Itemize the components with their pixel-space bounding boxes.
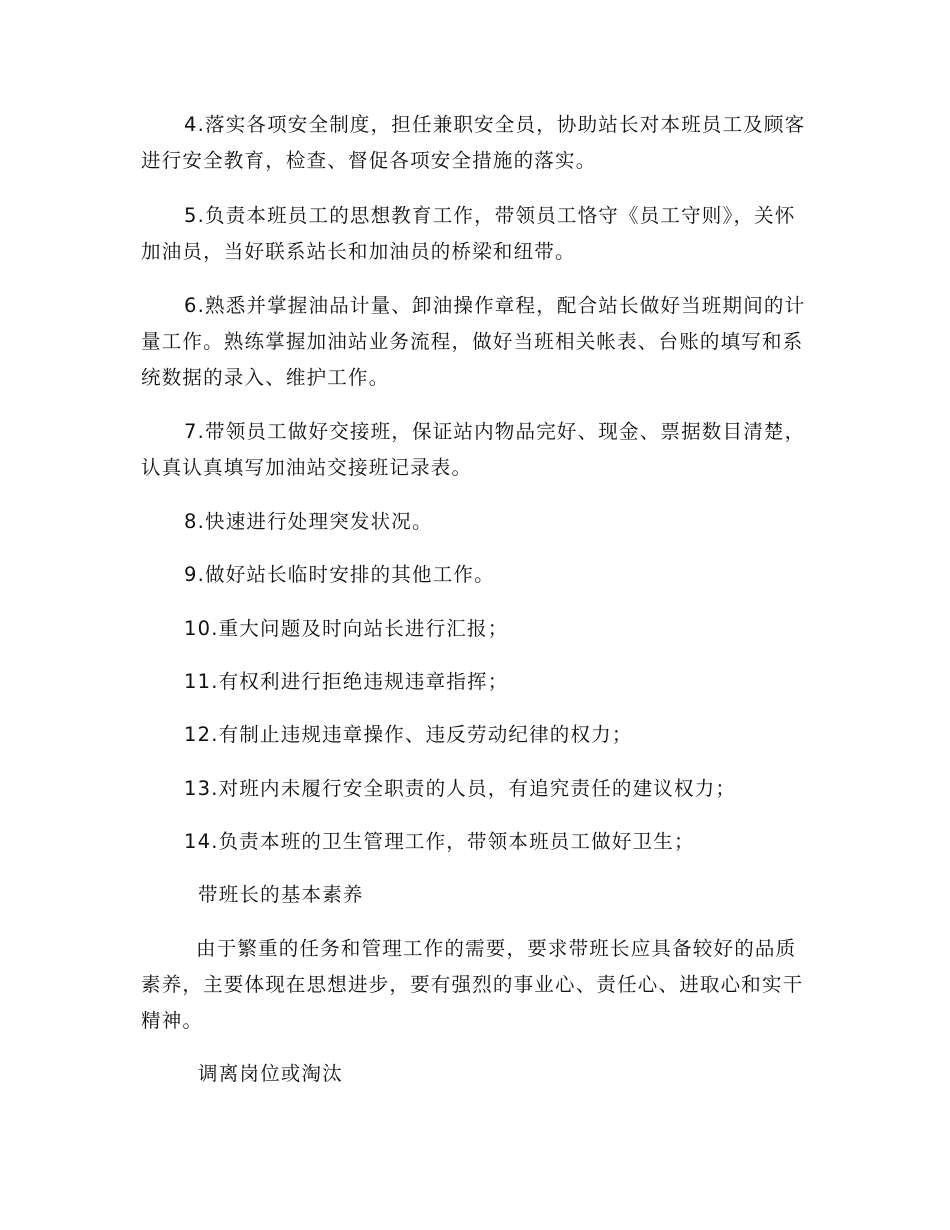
- paragraph-item-12: 12.有制止违规违章操作、违反劳动纪律的权力；: [184, 723, 633, 746]
- paragraph-item-6: 6.熟悉并掌握油品计量、卸油操作章程，配合站长做好当班期间的计量工作。熟练掌握加油站业务流程，做好当班相关帐表、台账的填写和系统数据的录入、维护工作。: [141, 294, 806, 389]
- paragraph-item-14: 14.负责本班的卫生管理工作，带领本班员工做好卫生；: [184, 830, 695, 853]
- paragraph-item-4: 4.落实各项安全制度，担任兼职安全员，协助站长对本班员工及顾客进行安全教育，检查、督促各项安全措施的落实。: [141, 113, 806, 172]
- section-heading-transfer-or-elimination: 调离岗位或淘汰: [198, 1062, 343, 1085]
- paragraph-item-7: 7.带领员工做好交接班，保证站内物品完好、现金、票据数目清楚，认真认真填写加油站交接班记录表。: [141, 420, 806, 479]
- paragraph-item-10: 10.重大问题及时向站长进行汇报；: [184, 617, 509, 640]
- paragraph-item-5: 5.负责本班员工的思想教育工作，带领员工恪守《员工守则》，关怀加油员，当好联系站长和加油员的桥梁和纽带。: [141, 204, 796, 263]
- section-heading-basic-qualities: 带班长的基本素养: [198, 883, 364, 906]
- paragraph-qualities: 由于繁重的任务和管理工作的需要，要求带班长应具备较好的品质素养，主要体现在思想进步，要有强烈的事业心、责任心、进取心和实干精神。: [141, 937, 804, 1032]
- paragraph-item-9: 9.做好站长临时安排的其他工作。: [184, 563, 495, 586]
- paragraph-item-13: 13.对班内未履行安全职责的人员，有追究责任的建议权力；: [184, 777, 737, 800]
- paragraph-item-11: 11.有权利进行拒绝违规违章指挥；: [184, 670, 509, 693]
- paragraph-item-8: 8.快速进行处理突发状况。: [184, 510, 433, 533]
